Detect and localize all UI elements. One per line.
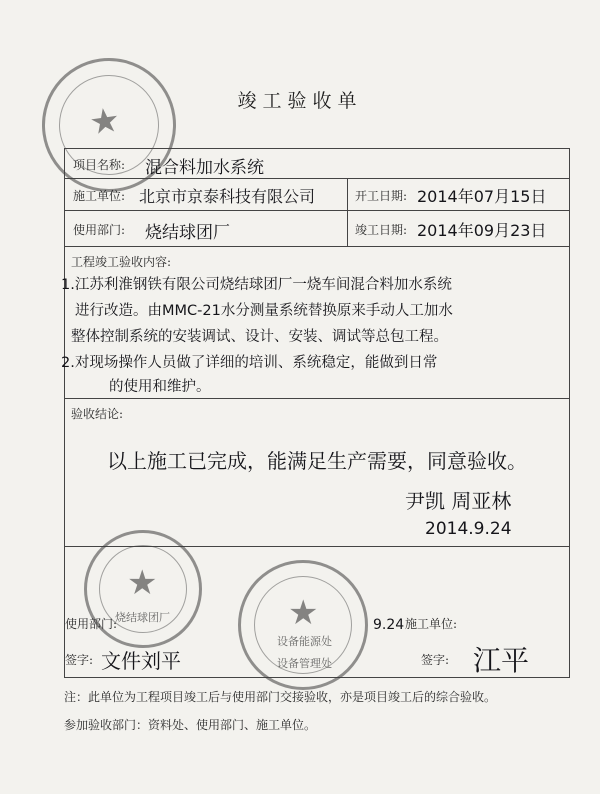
sign-label-left: 签字: — [65, 653, 94, 667]
dept-seal-bottom-left — [84, 530, 202, 648]
user-dept-label: 使用部门: — [73, 223, 126, 237]
conclusion-date: 2014.9.24 — [425, 519, 512, 539]
footnote-1: 注：此单位为工程项目竣工后与使用部门交接验收，亦是项目竣工后的综合验收。 — [64, 690, 497, 704]
star-icon: ★ — [288, 593, 319, 633]
signature-left: 文件刘平 — [101, 649, 181, 673]
summary-line-2: 进行改造。由MMC-21水分测量系统替换原来手动人工加水 — [75, 303, 453, 319]
row-conclusion — [65, 399, 569, 547]
dept-seal-bottom-middle — [238, 560, 368, 690]
row-user-dept — [65, 211, 569, 247]
summary-line-1: 1.江苏利淮钢铁有限公司烧结球团厂一烧车间混合料加水系统 — [61, 277, 452, 293]
summary-line-3: 整体控制系统的安装调试、设计、安装、调试等总包工程。 — [71, 329, 448, 345]
row-project-name — [65, 149, 569, 179]
conclusion-label: 验收结论: — [71, 407, 124, 421]
footnote-2: 参加验收部门：资料处、使用部门、施工单位。 — [64, 718, 317, 732]
summary-label: 工程竣工验收内容: — [71, 255, 172, 269]
seal-text-bottom-mid-1: 设备能源处 — [277, 635, 332, 648]
row-contractor — [65, 179, 569, 211]
user-dept-value: 烧结球团厂 — [145, 223, 230, 243]
contractor-unit-label: 施工单位: — [405, 617, 458, 631]
project-name-value: 混合料加水系统 — [145, 158, 264, 178]
document-title: 竣工验收单 — [237, 90, 363, 112]
signature-middle-date: 9.24 — [373, 617, 405, 633]
star-icon: ★ — [127, 563, 158, 603]
star-icon: ★ — [86, 99, 123, 144]
project-name-label: 项目名称: — [73, 158, 126, 172]
summary-line-4: 2.对现场操作人员做了详细的培训、系统稳定，能做到日常 — [61, 355, 438, 371]
signature-right: 江平 — [473, 644, 530, 677]
finish-date-label: 竣工日期: — [355, 223, 408, 237]
finish-date-value: 2014年09月23日 — [417, 221, 547, 240]
summary-line-5: 的使用和维护。 — [109, 379, 211, 395]
start-date-label: 开工日期: — [355, 189, 408, 203]
conclusion-signatures: 尹凯 周亚林 — [405, 489, 512, 513]
conclusion-text: 以上施工已完成，能满足生产需要，同意验收。 — [107, 449, 527, 473]
row-summary — [61, 247, 569, 399]
contractor-label: 施工单位: — [73, 189, 126, 203]
contractor-value: 北京市京泰科技有限公司 — [139, 187, 316, 206]
sign-label-right: 签字: — [421, 653, 450, 667]
user-unit-label: 使用部门: — [65, 617, 118, 631]
seal-text-bottom-left: 烧结球团厂 — [115, 611, 170, 624]
seal-text-bottom-mid-2: 设备管理处 — [277, 657, 332, 670]
start-date-value: 2014年07月15日 — [417, 187, 547, 206]
